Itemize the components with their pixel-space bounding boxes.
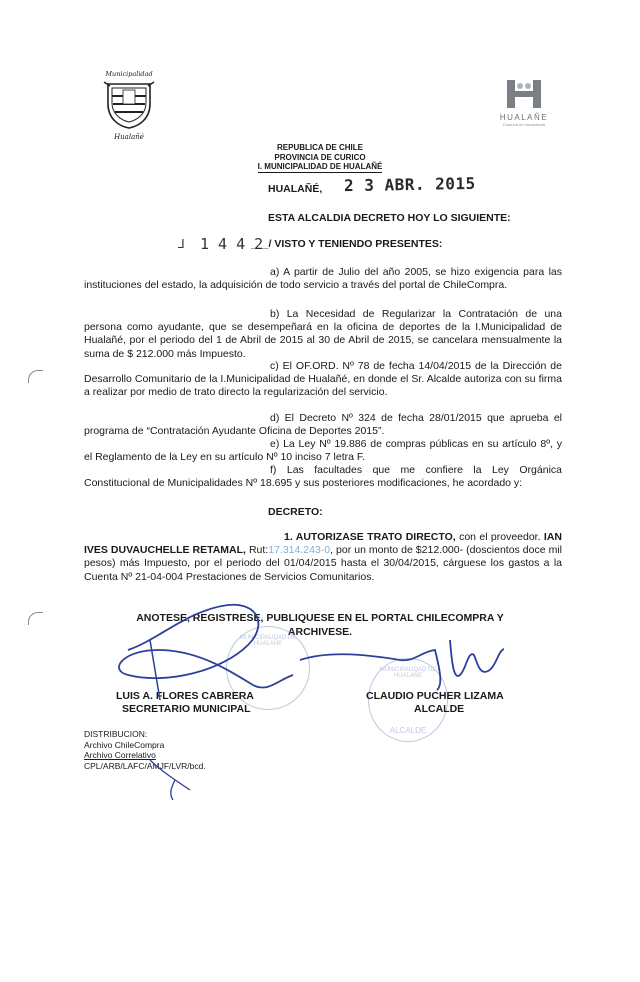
date-stamp: 2 3 ABR. 2015 [343,173,476,196]
mayor-title: ALCALDE [414,703,465,715]
decree-number: 1 4 4 2 [200,235,264,253]
consideration-f: f) Las facultades que me confiere la Ley Orgánica Constitucional de Municipalidades Nº 18.695 y sus posteriores modificaciones, he acordado y: [84,464,562,490]
distribution-title: DISTRIBUCION: [84,729,148,739]
punch-hole-mark [28,612,43,625]
document-header [0,143,640,173]
distribution-block [84,729,206,771]
seal-alcalde-text: ALCALDE [389,726,427,735]
header-province: PROVINCIA DE CURICO [274,152,366,162]
header-country: REPUBLICA DE CHILE [277,143,363,152]
resolution-paragraph [84,531,562,584]
consideration-d: d) El Decreto Nº 324 de fecha 28/01/2015 que aprueba el programa de “Contratación Ayudante Oficina de Deportes 2015”. [84,412,562,438]
secretary-name: LUIS A. FLORES CABRERA [116,690,254,702]
brand-h-icon [503,78,545,110]
seal-text-right: MUNICIPALIDAD DE HUALAÑE [379,667,437,679]
closing-line-1: ANOTESE, REGISTRESE, PUBLIQUESE EN EL PORTAL CHILECOMPRA Y [136,612,504,624]
resolution-body: , por un monto de $212.000- (doscientos doce mil pesos) más Impuesto, por el periodo del 01/04/2015 hasta el 30/04/2015, cárguese los gastos a la Cuenta Nº 21-04-004 Prestaciones de Servicios Comunitarios. [84,544,562,583]
consideration-e: e) La Ley Nº 19.886 de compras públicas en su artículo 8º, y el Reglamento de la Ley en su artículo Nº 10 inciso 7 letra F. [84,438,562,464]
hualane-brand-logo [494,78,554,130]
consideration-b: b) La Necesidad de Regularizar la Contratación de una persona como ayudante, que se desempeñará en la oficina de deportes de la I.Municipalidad de Hualañé, por el periodo del 1 de Abril de 2015 al 30 de Abril de 2015, se cancelara mensualmente la suma de $ 212.000 más Impuesto. [84,308,562,360]
consideration-a: a) A partir de Julio del año 2005, se hizo exigencia para las instituciones del estado, la adquisición de todo servicio a través del portal de ChileCompra. [84,266,562,292]
distribution-line-1: Archivo ChileCompra [84,739,165,750]
distribution-line-3: CPL/ARB/LAFC/AMJF/LVR/bcd. [84,760,206,771]
municipality-logo [100,70,158,142]
punch-hole-mark [28,370,43,383]
decree-intro: ESTA ALCALDIA DECRETO HOY LO SIGUIENTE: [268,212,511,224]
coat-of-arms-icon [100,78,158,130]
visto-heading: ___/ VISTO Y TENIENDO PRESENTES: [251,238,443,250]
logo-top-text: Municipalidad [105,70,153,78]
brand-name: HUALAÑE [499,113,549,122]
rut-value: 17.314.243-0 [268,544,331,557]
consideration-c: c) El OF.ORD. Nº 78 de fecha 14/04/2015 de la Dirección de Desarrollo Comunitario de la I.Municipalidad de Hualañé, en donde el Sr. Alcalde autoriza con su firma a realizar por medio de trato directo la regularización del servicio. [84,360,562,399]
resolution-lead: 1. AUTORIZASE TRATO DIRECTO, [284,531,456,543]
closing-line-2: ARCHIVESE. [287,626,353,638]
provider-name: IAN IVES DUVAUCHELLE RETAMAL, [84,531,562,557]
resolution-lead-rest: con el proveedor. [455,531,541,543]
distribution-line-2: Archivo Correlativo [84,750,156,760]
decreto-heading: DECRETO: [268,506,323,518]
secretary-title: SECRETARIO MUNICIPAL [122,703,251,715]
place-name: HUALAÑÉ, [268,183,323,195]
brand-tagline: Comuna en movimiento [502,122,546,127]
logo-bottom-text: Hualañé [114,133,144,141]
header-municipality: I. MUNICIPALIDAD DE HUALAÑÉ [257,162,383,171]
rut-label: Rut: [245,544,269,557]
mayor-name: CLAUDIO PUCHER LIZAMA [366,690,504,702]
decree-prefix-mark: ⅃ [178,237,185,251]
seal-text-left: MUNICIPALIDAD DE HUALAÑE [239,635,297,647]
